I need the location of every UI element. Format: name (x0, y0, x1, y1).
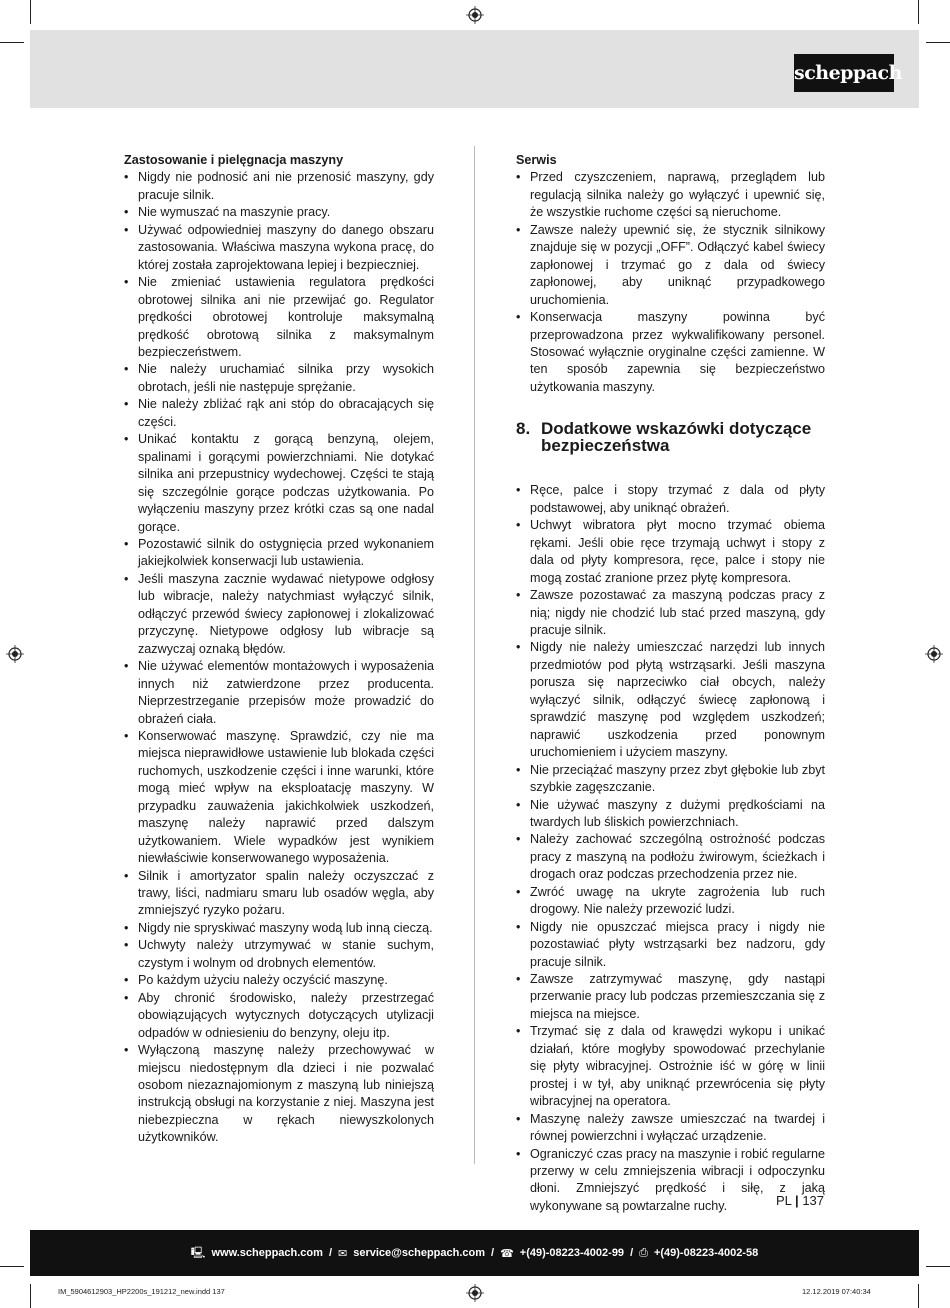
header-band (30, 30, 919, 108)
bullet-list (516, 169, 825, 396)
list-item: • Wyłączoną maszynę należy przechowywać w miejscu niedostępnym dla dzieci i nie pozwalać osobom niezaznajomionym z maszyną lub niniejszą instrukcją obsługi na korzystanie z niej. Maszyna jest niebezpieczna w rękach niewyszkolonych użytkowników. (124, 1042, 434, 1147)
list-item: • Pozostawić silnik do ostygnięcia przed wykonaniem jakiejkolwiek konserwacji lub ustawienia. (124, 536, 434, 571)
list-item: • Nie używać elementów montażowych i wyposażenia innych niż zatwierdzone przez producenta. Nieprzestrzeganie przepisów może prowadzić do obrażeń ciała. (124, 658, 434, 728)
crop-mark (926, 1266, 950, 1267)
registration-mark-icon (925, 645, 943, 663)
list-item: • Ograniczyć czas pracy na maszynie i robić regularne przerwy w celu zmniejszenia wibracji i odpoczynku dłoni. Zmniejszyć prędkość i siłę, z jaką wykonywane są powtarzalne ruchy. (516, 1146, 825, 1216)
list-item: • Nie zmieniać ustawienia regulatora prędkości obrotowej silnika ani nie przewijać go. Regulator prędkości obrotowej kontroluje maksymalną prędkość obrotową silnika z maksymalnym bezpieczeństwem. (124, 274, 434, 361)
footer-separator: / (491, 1247, 495, 1259)
list-item: • Uchwyt wibratora płyt mocno trzymać obiema rękami. Jeśli obie ręce trzymają uchwyt i stopy z dala od płyty kompresora, ręce, palce i stopy nie mogą zostać zranione przez płytę kompresora. (516, 517, 825, 587)
list-item: • Przed czyszczeniem, naprawą, przeglądem lub regulacją silnika należy go wyłączyć i upewnić się, że wszystkie ruchome części są nieruchome. (516, 169, 825, 221)
footer-website[interactable]: www.scheppach.com (211, 1247, 323, 1259)
footer-bar (30, 1230, 919, 1276)
crop-mark (30, 1284, 31, 1308)
registration-mark-icon (466, 6, 484, 24)
footer-email[interactable]: service@scheppach.com (353, 1247, 486, 1259)
section-heading: Serwis (516, 153, 557, 167)
list-item: • Nigdy nie opuszczać miejsca pracy i nigdy nie pozostawiać płyty wstrząsarki bez nadzoru, gdy pracuje silnik. (516, 919, 825, 971)
section-heading: Zastosowanie i pielęgnacja maszyny (124, 153, 344, 167)
list-item: • Trzymać się z dala od krawędzi wykopu i unikać działań, które mogłyby spowodować przechylanie się płyty wibracyjnej. Ostrożnie iść w górę w linii prostej i w tył, aby uniknąć przewrócenia się płyty wibracyjnej na operatora. (516, 1023, 825, 1110)
computer-icon: 🖳 (190, 1246, 206, 1259)
right-column (516, 152, 825, 1215)
page-number-value: 137 (802, 1193, 825, 1208)
list-item: • Uchwyty należy utrzymywać w stanie suchym, czystym i wolnym od drobnych elementów. (124, 937, 434, 972)
list-item: • Zawsze należy upewnić się, że stycznik silnikowy znajduje się w pozycji „OFF”. Odłączyć kabel świecy zapłonowej i trzymać go z dala od świecy zapłonowej, aby uniknąć przypadkowego uruchomienia. (516, 222, 825, 309)
crop-mark (926, 42, 950, 43)
crop-mark (0, 42, 24, 43)
list-item: • Jeśli maszyna zacznie wydawać nietypowe odgłosy lub wibracje, należy natychmiast wyłączyć silnik, odłączyć przewód świecy zapłonowej i zlokalizować przyczynę. Nietypowe odgłosy lub wibracje są zazwyczaj oznaką błędów. (124, 571, 434, 658)
list-item: • Nie przeciążać maszyny przez zbyt głębokie lub zbyt szybkie zagęszczanie. (516, 762, 825, 797)
list-item: • Zawsze zatrzymywać maszynę, gdy nastąpi przerwanie pracy lub podczas przemieszczania się z miejsca na miejsce. (516, 971, 825, 1023)
crop-mark (0, 1266, 24, 1267)
footer-separator: / (328, 1247, 332, 1259)
phone-icon: ☎ (500, 1247, 514, 1260)
list-item: • Zawsze pozostawać za maszyną podczas pracy z nią; nigdy nie chodzić lub stać przed maszyną, gdy pracuje silnik. (516, 587, 825, 639)
crop-mark (918, 0, 919, 24)
list-item: • Konserwować maszynę. Sprawdzić, czy nie ma miejsca nieprawidłowe ustawienie lub blokada części ruchomych, uszkodzenie części i inne warunki, które mogą mieć wpływ na eksploatację maszyny. W przypadku zauważenia jakichkolwiek uszkodzeń, maszynę należy naprawić przed dalszym użytkowaniem. Wiele wypadków jest wynikiem niewłaściwie konserwowanego wyposażenia. (124, 728, 434, 868)
chapter-title-text: Dodatkowe wskazówki dotyczące bezpieczeństwa (541, 419, 812, 456)
list-item: • Nie wymuszać na maszynie pracy. (124, 204, 434, 221)
list-item: • Po każdym użyciu należy oczyścić maszynę. (124, 972, 434, 989)
footer-fax: +(49)-08223-4002-58 (653, 1247, 759, 1259)
language-code: PL (776, 1193, 792, 1208)
registration-mark-icon (466, 1284, 484, 1302)
list-item: • Używać odpowiedniej maszyny do danego obszaru zastosowania. Właściwa maszyna wykona pracę, do której została zaprojektowana lepiej i bezpieczniej. (124, 222, 434, 274)
brand-logo: scheppach (794, 54, 894, 92)
page-number (776, 1193, 824, 1208)
list-item: • Nigdy nie spryskiwać maszyny wodą lub inną cieczą. (124, 920, 434, 937)
print-slug-date: 12.12.2019 07:40:34 (802, 1287, 871, 1296)
chapter-title (516, 420, 825, 454)
list-item: • Maszynę należy zawsze umieszczać na twardej i równej powierzchni i wyłączać urządzenie. (516, 1111, 825, 1146)
chapter-number: 8. (516, 419, 531, 439)
list-item: • Zwróć uwagę na ukryte zagrożenia lub ruch drogowy. Nie należy przewozić ludzi. (516, 884, 825, 919)
crop-mark (918, 1284, 919, 1308)
list-item: • Należy zachować szczególną ostrożność podczas pracy z maszyną na podłożu żwirowym, ścieżkach i drogach oraz podczas przechodzenia przez nie. (516, 831, 825, 883)
registration-mark-icon (6, 645, 24, 663)
list-item: • Nie należy uruchamiać silnika przy wysokich obrotach, jeśli nie następuje sprężanie. (124, 361, 434, 396)
mail-icon: ✉ (338, 1247, 348, 1260)
bullet-list (516, 482, 825, 1215)
footer-separator: / (630, 1247, 634, 1259)
list-item: • Ręce, palce i stopy trzymać z dala od płyty podstawowej, aby uniknąć obrażeń. (516, 482, 825, 517)
crop-mark (30, 0, 31, 24)
list-item: • Silnik i amortyzator spalin należy oczyszczać z trawy, liści, nadmiaru smaru lub osadów węgla, aby zmniejszyć ryzyko pożaru. (124, 868, 434, 920)
left-column (124, 152, 434, 1147)
list-item: • Nigdy nie należy umieszczać narzędzi lub innych przedmiotów pod płytą wstrząsarki. Jeśli maszyna porusza się naprzeciwko ciał obcych, należy wyłączyć silnik, odłączyć świecę zapłonową i sprawdzić maszynę pod względem uszkodzeń; naprawić uszkodzenia przed ponownym uruchomieniem i użyciem maszyny. (516, 639, 825, 761)
print-slug-file: IM_5904612903_HP2200s_191212_new.indd 137 (58, 1287, 225, 1296)
list-item: • Nie używać maszyny z dużymi prędkościami na twardych lub śliskich powierzchniach. (516, 797, 825, 832)
footer-phone: +(49)-08223-4002-99 (519, 1247, 625, 1259)
page-number-separator: | (795, 1193, 799, 1208)
list-item: • Konserwacja maszyny powinna być przeprowadzona przez wykwalifikowany personel. Stosować wyłącznie oryginalne części zamienne. W ten sposób zapewnia się bezpieczeństwo użytkowania maszyny. (516, 309, 825, 396)
column-divider (474, 146, 475, 1164)
list-item: • Nigdy nie podnosić ani nie przenosić maszyny, gdy pracuje silnik. (124, 169, 434, 204)
bullet-list (124, 169, 434, 1146)
list-item: • Nie należy zbliżać rąk ani stóp do obracających się części. (124, 396, 434, 431)
fax-icon: ⎙ (639, 1246, 648, 1259)
list-item: • Aby chronić środowisko, należy przestrzegać obowiązujących wytycznych dotyczących utylizacji odpadów w odniesieniu do benzyny, oleju itp. (124, 990, 434, 1042)
list-item: • Unikać kontaktu z gorącą benzyną, olejem, spalinami i gorącymi powierzchniami. Nie dotykać silnika ani przepustnicy wydechowej. Części te stają się szczególnie gorące podczas użytkowania. Po wyłączeniu maszyny przez krótki czas są one nadal gorące. (124, 431, 434, 536)
